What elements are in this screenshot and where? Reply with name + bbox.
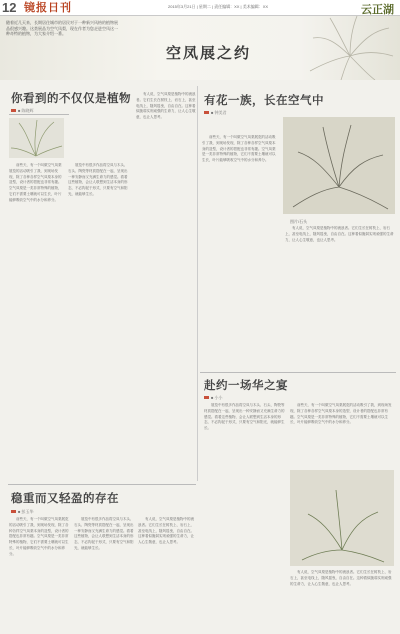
issue-meta: 2015年3月21日 | 星期二 | 责任编辑：XX | 美术编辑：XX: [168, 4, 269, 9]
column-text: [136, 92, 196, 482]
column-text: [74, 517, 134, 629]
masthead-bar: [0, 0, 400, 16]
column-text: [285, 226, 395, 366]
paragraph: 展览中有很多作品将空凤与木头、石头、陶瓷等材质搭配在一起，呈现出一种安静而又充满生命力的感觉。看着这些植物，会让人联想到生活本身的形态，不必拘泥于形式，只要有空气和阳光，就能够生长。: [74, 517, 134, 550]
feature-title: 空凤展之约: [166, 44, 252, 62]
paragraph: 有人说，空气凤梨是植物中的流浪者。它们生长在树枝上、岩石上，甚至电线上，随风摇曳，自由自在。这种看似脆弱实则顽强的生命力，让人心生敬意，也让人思考。: [285, 226, 394, 242]
column-text: [9, 163, 63, 483]
article-title-air: 有花一族，长在空气中: [204, 93, 324, 107]
paragraph: 展览中有很多作品将空凤与木头、石头、陶瓷等材质搭配在一起，呈现出一种安静而又充满生命力的感觉。看着这些植物，会让人联想到生活本身的形态，不必拘泥于形式，只要有空气和阳光，就能够生长。: [68, 163, 128, 196]
banner-intro: 随着近几天来，长期居住城市的居民对于一种新兴风格的植物展品很感兴趣。这类展品为空气凤梨，现在作者为您走进空凤这一种奇特的植物，为大家介绍一番。: [6, 20, 118, 37]
article-title-gift: 赴约一场华之宴: [204, 378, 288, 392]
air-plant-photo: [283, 117, 395, 214]
column-text: [202, 135, 278, 365]
divider: [9, 114, 69, 115]
article-title-calm: 稳重而又轻盈的存在: [11, 491, 119, 505]
column-text: [290, 403, 394, 465]
gift-plant-photo: [290, 470, 394, 566]
column-text: [138, 517, 196, 629]
section-divider: [8, 484, 196, 485]
paragraph: 前些天，有一个叫做空气凤梨展览的活动吸引了我，到现场发现，除了各种各样空气凤梨本身的造型，设计者的搭配也非常有趣。空气凤梨是一类非常特殊的植物，它们不需要土壤就可以生长，叶片能够吸收空气中的水分和养分。: [202, 135, 276, 163]
byline-calm: ■ 彭玉华: [11, 509, 34, 515]
byline-plants: ■ 陈晓辉: [11, 108, 34, 114]
paper-name: 镜报日刊: [24, 1, 72, 14]
column-text: [204, 403, 286, 628]
photo-caption: 图片/石头: [290, 219, 308, 224]
page-number: 12: [2, 0, 17, 15]
column-divider: [197, 86, 198, 481]
article-title-plants: 你看到的不仅仅是植物: [11, 91, 131, 105]
paragraph: 有人说，空气凤梨是植物中的流浪者。它们生长在树枝上、岩石上，甚至电线上，随风摇曳，自由自在。这种看似脆弱实则顽强的生命力，让人心生敬意，也让人思考。: [138, 517, 194, 545]
section-name: 云正湖: [361, 3, 394, 16]
fern-photo: [9, 118, 64, 158]
paragraph: 有人说，空气凤梨是植物中的流浪者。它们生长在树枝上、岩石上，甚至电线上，随风摇曳，自由自在。这种看似脆弱实则顽强的生命力，让人心生敬意，也让人思考。: [290, 570, 392, 586]
paragraph: 有人说，空气凤梨是植物中的流浪者。它们生长在树枝上、岩石上，甚至电线上，随风摇曳，自由自在。这种看似脆弱实则顽强的生命力，让人心生敬意，也让人思考。: [136, 92, 196, 120]
feature-banner: [0, 16, 400, 80]
column-text: [290, 570, 394, 628]
column-text: [68, 163, 128, 483]
paragraph: 前些天，有一个叫做空气凤梨展览的活动吸引了我，到现场发现，除了各种各样空气凤梨本身的造型，设计者的搭配也非常有趣。空气凤梨是一类非常特殊的植物，它们不需要土壤就可以生长，叶片能够吸收空气中的水分和养分。: [9, 163, 62, 202]
paragraph: 前些天，有一个叫做空气凤梨展览的活动吸引了我，到现场发现，除了各种各样空气凤梨本身的造型，设计者的搭配也非常有趣。空气凤梨是一类非常特殊的植物，它们不需要土壤就可以生长，叶片能够吸收空气中的水分和养分。: [290, 403, 392, 425]
column-text: [9, 517, 69, 629]
section-divider: [200, 372, 396, 373]
paragraph: 展览中有很多作品将空凤与木头、石头、陶瓷等材质搭配在一起，呈现出一种安静而又充满生命力的感觉。看着这些植物，会让人联想到生活本身的形态，不必拘泥于形式，只要有空气和阳光，就能够生长。: [204, 403, 285, 431]
byline-air: ■ 钟美君: [204, 110, 227, 116]
tillandsia-illustration: [305, 16, 395, 80]
paragraph: 前些天，有一个叫做空气凤梨展览的活动吸引了我，到现场发现，除了各种各样空气凤梨本身的造型，设计者的搭配也非常有趣。空气凤梨是一类非常特殊的植物，它们不需要土壤就可以生长，叶片能够吸收空气中的水分和养分。: [9, 517, 69, 556]
byline-gift: ■ 小小: [204, 395, 223, 401]
